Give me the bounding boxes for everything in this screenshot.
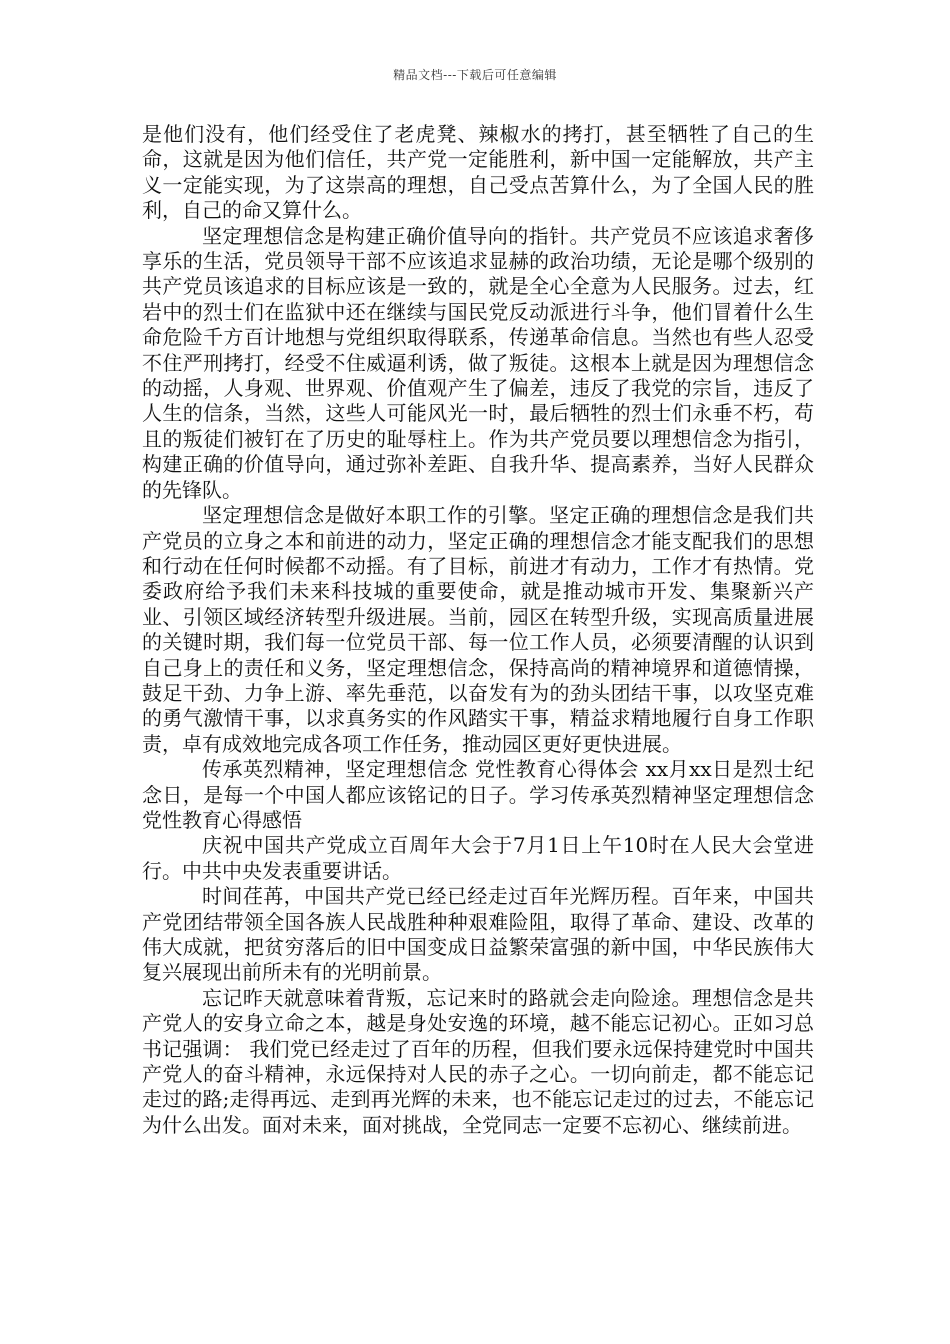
paragraph-6: 时间荏苒，中国共产党已经已经走过百年光辉历程。百年来，中国共产党团结带领全国各族人民战胜种种艰难险阻，取得了革命、建设、改革的伟大成就，把贫穷落后的旧中国变成日益繁荣富强的新中国，中华民族伟大复兴展现出前所未有的光明前景。 xyxy=(142,884,814,985)
paragraph-5: 庆祝中国共产党成立百周年大会于7月1日上午10时在人民大会堂进行。中共中央发表重要讲话。 xyxy=(142,833,814,883)
paragraph-1: 是他们没有，他们经受住了老虎凳、辣椒水的拷打，甚至牺牲了自己的生命，这就是因为他们信任，共产党一定能胜利，新中国一定能解放，共产主义一定能实现，为了这崇高的理想，自己受点苦算什么，为了全国人民的胜利，自己的命又算什么。 xyxy=(142,122,814,223)
paragraph-2: 坚定理想信念是构建正确价值导向的指针。共产党员不应该追求奢侈享乐的生活，党员领导干部不应该追求显赫的政治功绩，无论是哪个级别的共产党员该追求的目标应该是一致的，就是全心全意为人民服务。过去，红岩中的烈士们在监狱中还在继续与国民党反动派进行斗争，他们冒着什么生命危险千方百计地想与党组织取得联系，传递革命信息。当然也有些人忍受不住严刑拷打，经受不住威逼利诱，做了叛徒。这根本上就是因为理想信念的动摇，人身观、世界观、价值观产生了偏差，违反了我党的宗旨，违反了人生的信条，当然，这些人可能风光一时，最后牺牲的烈士们永垂不朽，苟且的叛徒们被钉在了历史的耻辱柱上。作为共产党员要以理想信念为指引，构建正确的价值导向，通过弥补差距、自我升华、提高素养，当好人民群众的先锋队。 xyxy=(142,223,814,502)
page-header: 精品文档---下载后可任意编辑 xyxy=(393,68,557,82)
paragraph-4: 传承英烈精神，坚定理想信念 党性教育心得体会 xx月xx日是烈士纪念日，是每一个中国人都应该铭记的日子。学习传承英烈精神坚定理想信念党性教育心得感悟 xyxy=(142,757,814,832)
paragraph-7: 忘记昨天就意味着背叛，忘记来时的路就会走向险途。理想信念是共产党人的安身立命之本，越是身处安逸的环境，越不能忘记初心。正如习总书记强调： 我们党已经走过了百年的历程，但我们要永远保持建党时中国共产党人的奋斗精神，永远保持对人民的赤子之心。一切向前走，都不能忘记走过的路;走得再远、走到再光辉的未来，也不能忘记走过的过去，不能忘记为什么出发。面对未来，面对挑战，全党同志一定要不忘初心、继续前进。 xyxy=(142,985,814,1137)
paragraph-3: 坚定理想信念是做好本职工作的引擎。坚定正确的理想信念是我们共产党员的立身之本和前进的动力，坚定正确的理想信念才能支配我们的思想和行动在任何时候都不动摇。有了目标，前进才有动力，工作才有热情。党委政府给予我们未来科技城的重要使命，就是推动城市开发、集聚新兴产业、引领区域经济转型升级进展。当前，园区在转型升级，实现高质量进展的关键时期，我们每一位党员干部、每一位工作人员，必须要清醒的认识到自己身上的责任和义务，坚定理想信念，保持高尚的精神境界和道德情操，鼓足干劲、力争上游、率先垂范，以奋发有为的劲头团结干事，以攻坚克难的勇气激情干事，以求真务实的作风踏实干事，精益求精地履行自身工作职责，卓有成效地完成各项工作任务，推动园区更好更快进展。 xyxy=(142,503,814,756)
document-body xyxy=(142,122,814,1138)
